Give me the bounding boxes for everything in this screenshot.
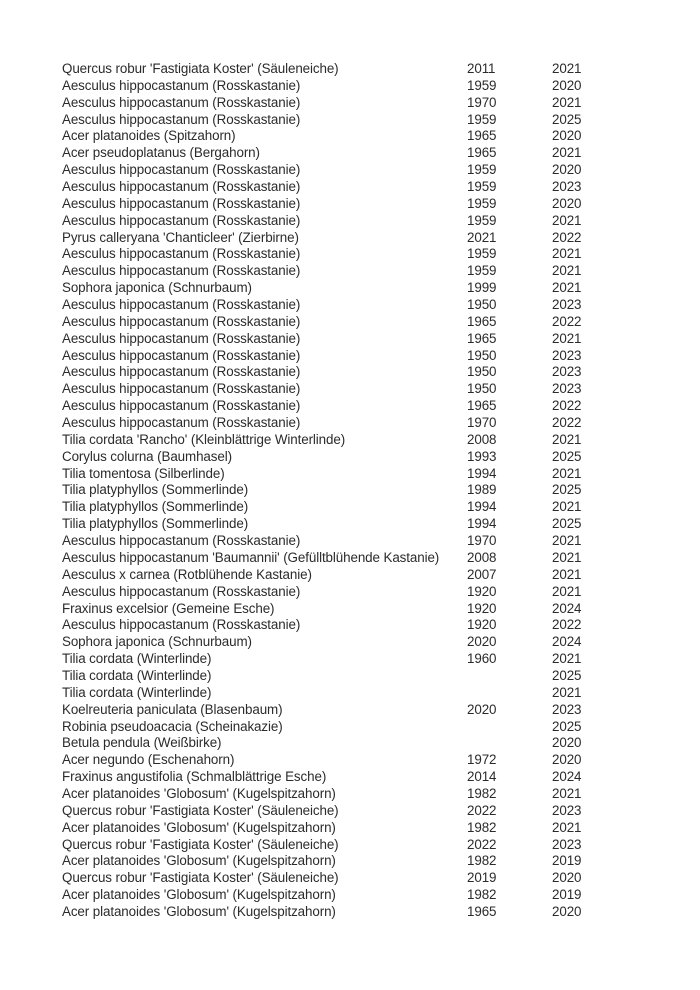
species-cell: Aesculus hippocastanum (Rosskastanie) xyxy=(62,162,301,178)
year1-cell: 1994 xyxy=(467,516,497,532)
species-cell: Aesculus hippocastanum (Rosskastanie) xyxy=(62,364,301,380)
year2-cell: 2025 xyxy=(552,482,582,498)
year1-cell: 1972 xyxy=(467,752,497,768)
species-cell: Aesculus hippocastanum (Rosskastanie) xyxy=(62,330,301,346)
year2-cell: 2023 xyxy=(552,836,582,852)
year2-cell: 2023 xyxy=(552,179,582,195)
year2-cell: 2024 xyxy=(552,769,582,785)
table-row xyxy=(0,415,700,432)
species-cell: Sophora japonica (Schnurbaum) xyxy=(62,280,252,296)
year2-cell: 2021 xyxy=(552,263,582,279)
species-cell: Aesculus hippocastanum (Rosskastanie) xyxy=(62,297,301,313)
year2-cell: 2021 xyxy=(552,465,582,481)
species-cell: Sophora japonica (Schnurbaum) xyxy=(62,634,252,650)
year1-cell: 2011 xyxy=(467,61,496,76)
table-row xyxy=(0,398,700,415)
year2-cell: 2021 xyxy=(552,785,582,801)
species-cell: Aesculus hippocastanum (Rosskastanie) xyxy=(62,212,301,228)
table-row xyxy=(0,550,700,567)
year1-cell: 2021 xyxy=(467,229,497,245)
year1-cell: 1994 xyxy=(467,499,497,515)
species-cell: Fraxinus angustifolia (Schmalblättrige Esche) xyxy=(62,769,327,785)
year2-cell: 2021 xyxy=(552,431,582,447)
table-row xyxy=(0,685,700,702)
species-cell: Tilia cordata (Winterlinde) xyxy=(62,684,212,700)
species-cell: Quercus robur 'Fastigiata Koster' (Säuleneiche) xyxy=(62,61,339,76)
table-row xyxy=(0,803,700,820)
year2-cell: 2023 xyxy=(552,297,582,313)
tree-list-table xyxy=(0,61,700,921)
table-row xyxy=(0,516,700,533)
table-row xyxy=(0,348,700,365)
year2-cell: 2022 xyxy=(552,617,582,633)
species-cell: Aesculus hippocastanum (Rosskastanie) xyxy=(62,381,301,397)
year2-cell: 2020 xyxy=(552,195,582,211)
species-cell: Aesculus hippocastanum 'Baumannii' (Gefülltblühende Kastanie) xyxy=(62,549,440,565)
year1-cell: 1950 xyxy=(467,364,497,380)
year2-cell: 2022 xyxy=(552,313,582,329)
table-row xyxy=(0,449,700,466)
year1-cell: 1959 xyxy=(467,212,497,228)
table-row xyxy=(0,95,700,112)
year1-cell: 1959 xyxy=(467,246,497,262)
species-cell: Acer platanoides 'Globosum' (Kugelspitzahorn) xyxy=(62,887,336,903)
year2-cell: 2021 xyxy=(552,549,582,565)
table-row xyxy=(0,196,700,213)
species-cell: Tilia platyphyllos (Sommerlinde) xyxy=(62,499,249,515)
table-row xyxy=(0,466,700,483)
year2-cell: 2023 xyxy=(552,364,582,380)
table-row xyxy=(0,381,700,398)
year1-cell: 1965 xyxy=(467,145,497,161)
year1-cell: 1982 xyxy=(467,853,497,869)
species-cell: Acer platanoides 'Globosum' (Kugelspitzahorn) xyxy=(62,903,336,919)
year1-cell: 1959 xyxy=(467,263,497,279)
year1-cell: 1959 xyxy=(467,162,497,178)
year2-cell: 2021 xyxy=(552,94,582,110)
year1-cell: 2022 xyxy=(467,802,497,818)
species-cell: Pyrus calleryana 'Chanticleer' (Zierbirne) xyxy=(62,229,299,245)
species-cell: Betula pendula (Weißbirke) xyxy=(62,735,222,751)
species-cell: Aesculus hippocastanum (Rosskastanie) xyxy=(62,111,301,127)
year2-cell: 2021 xyxy=(552,212,582,228)
year2-cell: 2021 xyxy=(552,566,582,582)
species-cell: Acer negundo (Eschenahorn) xyxy=(62,752,235,768)
species-cell: Tilia tomentosa (Silberlinde) xyxy=(62,465,225,481)
species-cell: Acer platanoides 'Globosum' (Kugelspitzahorn) xyxy=(62,819,336,835)
year1-cell: 1920 xyxy=(467,600,497,616)
species-cell: Aesculus hippocastanum (Rosskastanie) xyxy=(62,617,301,633)
year1-cell: 1989 xyxy=(467,482,497,498)
table-row xyxy=(0,112,700,129)
year1-cell: 2020 xyxy=(467,701,497,717)
year2-cell: 2020 xyxy=(552,77,582,93)
year1-cell: 1960 xyxy=(467,651,497,667)
table-row xyxy=(0,162,700,179)
species-cell: Tilia platyphyllos (Sommerlinde) xyxy=(62,482,249,498)
species-cell: Aesculus hippocastanum (Rosskastanie) xyxy=(62,195,301,211)
year1-cell: 1959 xyxy=(467,77,497,93)
year1-cell: 1959 xyxy=(467,111,497,127)
year2-cell: 2021 xyxy=(552,61,582,76)
species-cell: Acer platanoides (Spitzahorn) xyxy=(62,128,236,144)
species-cell: Aesculus hippocastanum (Rosskastanie) xyxy=(62,533,301,549)
year1-cell: 1920 xyxy=(467,617,497,633)
year1-cell: 1993 xyxy=(467,448,497,464)
year2-cell: 2021 xyxy=(552,684,582,700)
year2-cell: 2021 xyxy=(552,246,582,262)
species-cell: Aesculus x carnea (Rotblühende Kastanie) xyxy=(62,566,312,582)
year2-cell: 2021 xyxy=(552,819,582,835)
year1-cell: 1950 xyxy=(467,381,497,397)
table-row xyxy=(0,752,700,769)
species-cell: Aesculus hippocastanum (Rosskastanie) xyxy=(62,94,301,110)
table-row xyxy=(0,499,700,516)
species-cell: Aesculus hippocastanum (Rosskastanie) xyxy=(62,179,301,195)
year1-cell: 1970 xyxy=(467,533,497,549)
year2-cell: 2024 xyxy=(552,600,582,616)
table-row xyxy=(0,820,700,837)
table-row xyxy=(0,702,700,719)
year1-cell: 1965 xyxy=(467,313,497,329)
year2-cell: 2021 xyxy=(552,583,582,599)
table-row xyxy=(0,584,700,601)
table-row xyxy=(0,482,700,499)
species-cell: Tilia cordata (Winterlinde) xyxy=(62,667,212,683)
table-row xyxy=(0,786,700,803)
species-cell: Acer platanoides 'Globosum' (Kugelspitzahorn) xyxy=(62,785,336,801)
year2-cell: 2021 xyxy=(552,280,582,296)
species-cell: Quercus robur 'Fastigiata Koster' (Säuleneiche) xyxy=(62,802,339,818)
year2-cell: 2022 xyxy=(552,398,582,414)
species-cell: Tilia cordata (Winterlinde) xyxy=(62,651,212,667)
table-row xyxy=(0,853,700,870)
year2-cell: 2023 xyxy=(552,347,582,363)
species-cell: Acer platanoides 'Globosum' (Kugelspitzahorn) xyxy=(62,853,336,869)
table-row xyxy=(0,78,700,95)
species-cell: Aesculus hippocastanum (Rosskastanie) xyxy=(62,347,301,363)
year1-cell: 1920 xyxy=(467,583,497,599)
table-row xyxy=(0,668,700,685)
year2-cell: 2022 xyxy=(552,415,582,431)
table-row xyxy=(0,263,700,280)
year2-cell: 2023 xyxy=(552,802,582,818)
year2-cell: 2020 xyxy=(552,735,582,751)
species-cell: Aesculus hippocastanum (Rosskastanie) xyxy=(62,583,301,599)
table-row xyxy=(0,904,700,921)
table-row xyxy=(0,887,700,904)
year1-cell: 2008 xyxy=(467,549,497,565)
species-cell: Acer pseudoplatanus (Bergahorn) xyxy=(62,145,260,161)
year1-cell: 1965 xyxy=(467,128,497,144)
year1-cell: 2020 xyxy=(467,634,497,650)
table-row xyxy=(0,533,700,550)
table-row xyxy=(0,837,700,854)
table-row xyxy=(0,61,700,78)
year2-cell: 2020 xyxy=(552,903,582,919)
table-row xyxy=(0,870,700,887)
year1-cell: 1959 xyxy=(467,179,497,195)
year1-cell: 1999 xyxy=(467,280,497,296)
table-row xyxy=(0,769,700,786)
table-row xyxy=(0,651,700,668)
year1-cell: 1950 xyxy=(467,297,497,313)
table-row xyxy=(0,213,700,230)
table-row xyxy=(0,314,700,331)
year2-cell: 2025 xyxy=(552,516,582,532)
species-cell: Quercus robur 'Fastigiata Koster' (Säuleneiche) xyxy=(62,836,339,852)
year2-cell: 2021 xyxy=(552,330,582,346)
year1-cell: 1965 xyxy=(467,330,497,346)
year2-cell: 2021 xyxy=(552,145,582,161)
table-row xyxy=(0,634,700,651)
year1-cell: 2008 xyxy=(467,431,497,447)
species-cell: Fraxinus excelsior (Gemeine Esche) xyxy=(62,600,275,616)
species-cell: Tilia cordata 'Rancho' (Kleinblättrige Winterlinde) xyxy=(62,431,346,447)
year2-cell: 2021 xyxy=(552,651,582,667)
species-cell: Aesculus hippocastanum (Rosskastanie) xyxy=(62,246,301,262)
species-cell: Aesculus hippocastanum (Rosskastanie) xyxy=(62,415,301,431)
species-cell: Aesculus hippocastanum (Rosskastanie) xyxy=(62,398,301,414)
year1-cell: 1950 xyxy=(467,347,497,363)
species-cell: Koelreuteria paniculata (Blasenbaum) xyxy=(62,701,283,717)
table-row xyxy=(0,246,700,263)
year1-cell: 2022 xyxy=(467,836,497,852)
year2-cell: 2024 xyxy=(552,634,582,650)
year1-cell: 2014 xyxy=(467,769,497,785)
year2-cell: 2020 xyxy=(552,870,582,886)
year2-cell: 2020 xyxy=(552,752,582,768)
year1-cell: 1970 xyxy=(467,94,497,110)
year1-cell: 1982 xyxy=(467,887,497,903)
year1-cell: 1982 xyxy=(467,819,497,835)
year2-cell: 2025 xyxy=(552,718,582,734)
species-cell: Tilia platyphyllos (Sommerlinde) xyxy=(62,516,249,532)
table-row xyxy=(0,735,700,752)
year1-cell: 1970 xyxy=(467,415,497,431)
species-cell: Quercus robur 'Fastigiata Koster' (Säuleneiche) xyxy=(62,870,339,886)
table-row xyxy=(0,145,700,162)
year2-cell: 2023 xyxy=(552,701,582,717)
year1-cell: 1965 xyxy=(467,903,497,919)
table-row xyxy=(0,617,700,634)
year1-cell: 2019 xyxy=(467,870,497,886)
species-cell: Aesculus hippocastanum (Rosskastanie) xyxy=(62,77,301,93)
year2-cell: 2020 xyxy=(552,128,582,144)
table-row xyxy=(0,432,700,449)
table-row xyxy=(0,601,700,618)
table-row xyxy=(0,364,700,381)
year1-cell: 1982 xyxy=(467,785,497,801)
table-row xyxy=(0,280,700,297)
species-cell: Robinia pseudoacacia (Scheinakazie) xyxy=(62,718,283,734)
table-row xyxy=(0,128,700,145)
species-cell: Aesculus hippocastanum (Rosskastanie) xyxy=(62,263,301,279)
table-row xyxy=(0,179,700,196)
table-row xyxy=(0,719,700,736)
table-row xyxy=(0,567,700,584)
year1-cell: 1994 xyxy=(467,465,497,481)
table-row xyxy=(0,331,700,348)
year2-cell: 2025 xyxy=(552,667,582,683)
year2-cell: 2025 xyxy=(552,111,582,127)
table-row xyxy=(0,297,700,314)
year2-cell: 2023 xyxy=(552,381,582,397)
year2-cell: 2021 xyxy=(552,499,582,515)
year1-cell: 1965 xyxy=(467,398,497,414)
year2-cell: 2022 xyxy=(552,229,582,245)
year2-cell: 2020 xyxy=(552,162,582,178)
year2-cell: 2019 xyxy=(552,853,582,869)
table-row xyxy=(0,230,700,247)
species-cell: Corylus colurna (Baumhasel) xyxy=(62,448,232,464)
year1-cell: 2007 xyxy=(467,566,497,582)
year2-cell: 2025 xyxy=(552,448,582,464)
year1-cell: 1959 xyxy=(467,195,497,211)
year2-cell: 2019 xyxy=(552,887,582,903)
year2-cell: 2021 xyxy=(552,533,582,549)
species-cell: Aesculus hippocastanum (Rosskastanie) xyxy=(62,313,301,329)
